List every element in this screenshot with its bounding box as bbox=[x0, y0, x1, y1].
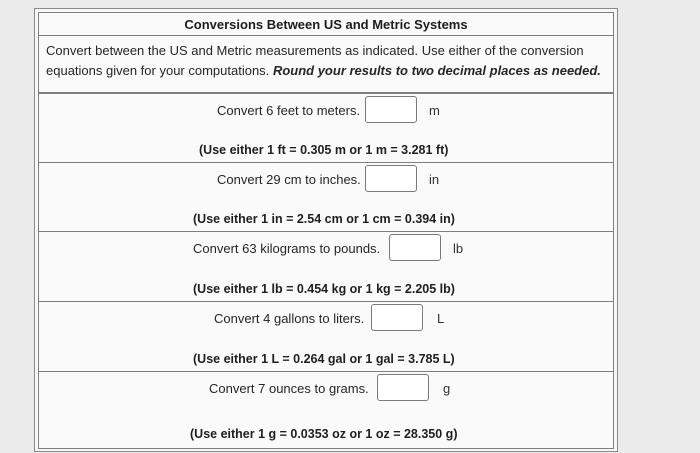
problem-4-hint: (Use either 1 L = 0.264 gal or 1 gal = 3.785 L) bbox=[193, 352, 455, 366]
problem-5-unit: g bbox=[443, 381, 451, 396]
problem-4-prompt: Convert 4 gallons to liters. bbox=[214, 311, 365, 326]
problem-row-4 bbox=[38, 301, 614, 372]
problem-5-prompt: Convert 7 ounces to grams. bbox=[209, 381, 369, 396]
problem-3-prompt: Convert 63 kilograms to pounds. bbox=[193, 241, 381, 256]
title-cell bbox=[38, 12, 614, 36]
problem-4-unit: L bbox=[437, 311, 445, 326]
problem-row-5 bbox=[38, 371, 614, 449]
problem-5-answer-input[interactable] bbox=[377, 374, 429, 401]
problem-2-unit: in bbox=[429, 172, 440, 187]
problem-1-answer-input[interactable] bbox=[365, 96, 417, 123]
conversion-worksheet bbox=[34, 8, 618, 452]
instructions-cell bbox=[38, 35, 614, 93]
problem-1-prompt: Convert 6 feet to meters. bbox=[217, 103, 361, 118]
problem-2-prompt: Convert 29 cm to inches. bbox=[217, 172, 361, 187]
problem-3-unit: lb bbox=[453, 241, 464, 256]
problem-row-2 bbox=[38, 162, 614, 232]
instructions bbox=[46, 41, 606, 81]
problem-2-hint: (Use either 1 in = 2.54 cm or 1 cm = 0.394 in) bbox=[193, 212, 455, 226]
page-title: Conversions Between US and Metric Systems bbox=[184, 17, 468, 32]
instructions-emphasis: Round your results to two decimal places as needed. bbox=[272, 63, 601, 78]
problem-5-hint: (Use either 1 g = 0.0353 oz or 1 oz = 28.350 g) bbox=[190, 427, 458, 441]
problem-3-answer-input[interactable] bbox=[389, 234, 441, 261]
problem-2-answer-input[interactable] bbox=[365, 165, 417, 192]
problem-row-3 bbox=[38, 231, 614, 302]
instructions-text: Convert between the US and Metric measurements as indicated. Use either of the conversion equations given for your computations. bbox=[46, 43, 584, 78]
problem-4-answer-input[interactable] bbox=[371, 304, 423, 331]
problem-1-unit: m bbox=[429, 103, 440, 118]
problem-1-hint: (Use either 1 ft = 0.305 m or 1 m = 3.281 ft) bbox=[199, 143, 449, 157]
problem-row-1 bbox=[38, 93, 614, 163]
problem-3-hint: (Use either 1 lb = 0.454 kg or 1 kg = 2.205 lb) bbox=[193, 282, 455, 296]
